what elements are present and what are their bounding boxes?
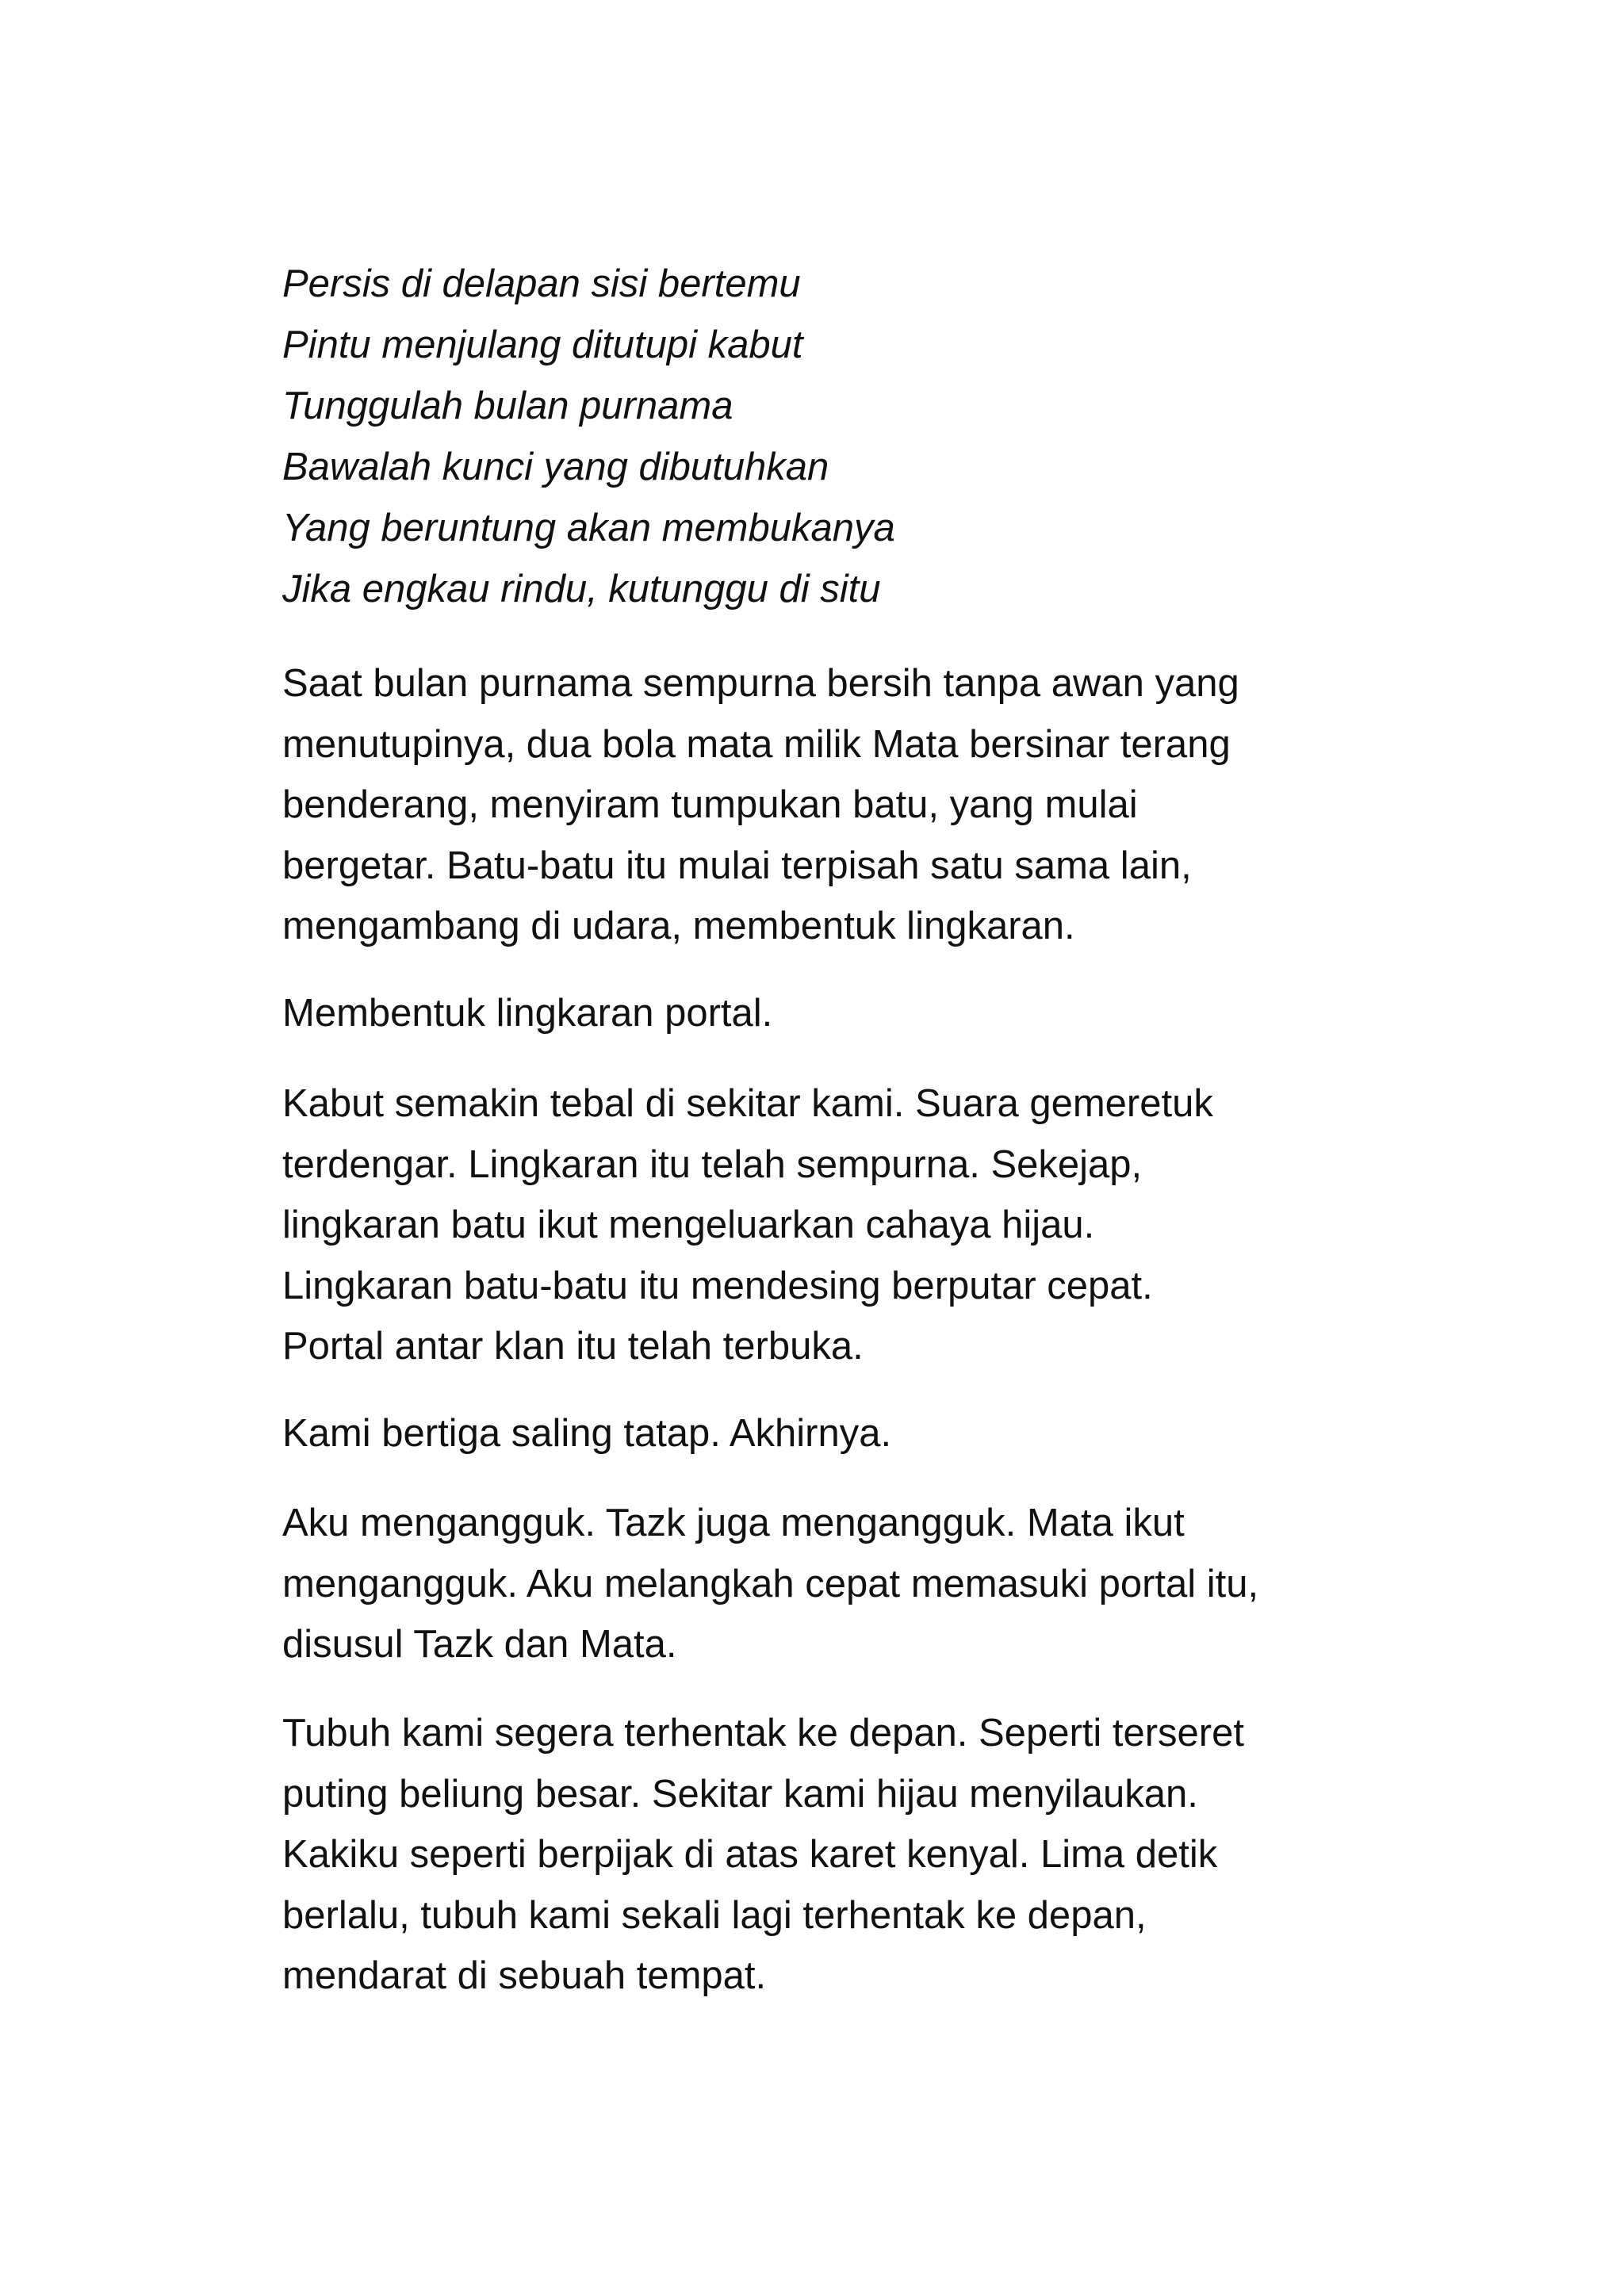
paragraph-line: mendarat di sebuah tempat.: [282, 1954, 767, 1997]
paragraph-line: Kabut semakin tebal di sekitar kami. Suara gemeretuk: [282, 1082, 1213, 1125]
paragraph-line: menutupinya, dua bola mata milik Mata bersinar terang: [282, 722, 1231, 766]
paragraph-line: mengambang di udara, membentuk lingkaran.: [282, 905, 1075, 947]
paragraph-line: Lingkaran batu-batu itu mendesing berputar cepat.: [282, 1264, 1153, 1307]
paragraph-6: [282, 1703, 1392, 2007]
paragraph-line: disusul Tazk dan Mata.: [282, 1623, 677, 1666]
paragraph-line: Aku mengangguk. Tazk juga mengangguk. Mata ikut: [282, 1502, 1185, 1544]
paragraph-3: [282, 1073, 1392, 1377]
poem-line: Pintu menjulang ditutupi kabut: [282, 323, 803, 366]
paragraph-4: [282, 1403, 1392, 1464]
poem: [282, 254, 1392, 620]
paragraph-2: [282, 983, 1392, 1044]
paragraph-line: terdengar. Lingkaran itu telah sempurna. Sekejap,: [282, 1142, 1143, 1186]
paragraph-line: puting beliung besar. Sekitar kami hijau menyilaukan.: [282, 1772, 1198, 1816]
paragraph-5: [282, 1493, 1392, 1675]
poem-line: Persis di delapan sisi bertemu: [282, 262, 801, 305]
paragraph-line: Tubuh kami segera terhentak ke depan. Seperti terseret: [282, 1712, 1244, 1755]
poem-line: Bawalah kunci yang dibutuhkan: [282, 446, 829, 488]
paragraph-line: Portal antar klan itu telah terbuka.: [282, 1325, 864, 1368]
paragraph-line: Membentuk lingkaran portal.: [282, 992, 773, 1035]
poem-line: Jika engkau rindu, kutunggu di situ: [282, 568, 881, 610]
paragraph-line: lingkaran batu ikut mengeluarkan cahaya hijau.: [282, 1203, 1095, 1246]
paragraph-line: Kakiku seperti berpijak di atas karet kenyal. Lima detik: [282, 1833, 1218, 1876]
paragraph-line: bergetar. Batu-batu itu mulai terpisah satu sama lain,: [282, 844, 1192, 887]
paragraph-line: mengangguk. Aku melangkah cepat memasuki portal itu,: [282, 1562, 1259, 1605]
paragraph-line: benderang, menyiram tumpukan batu, yang mulai: [282, 783, 1138, 826]
paragraph-1: [282, 653, 1392, 957]
paragraph-line: berlalu, tubuh kami sekali lagi terhentak ke depan,: [282, 1893, 1147, 1937]
poem-line: Yang beruntung akan membukanya: [282, 507, 895, 549]
poem-line: Tunggulah bulan purnama: [282, 385, 733, 427]
paragraph-line: Saat bulan purnama sempurna bersih tanpa awan yang: [282, 662, 1239, 705]
paragraph-line: Kami bertiga saling tatap. Akhirnya.: [282, 1412, 892, 1455]
